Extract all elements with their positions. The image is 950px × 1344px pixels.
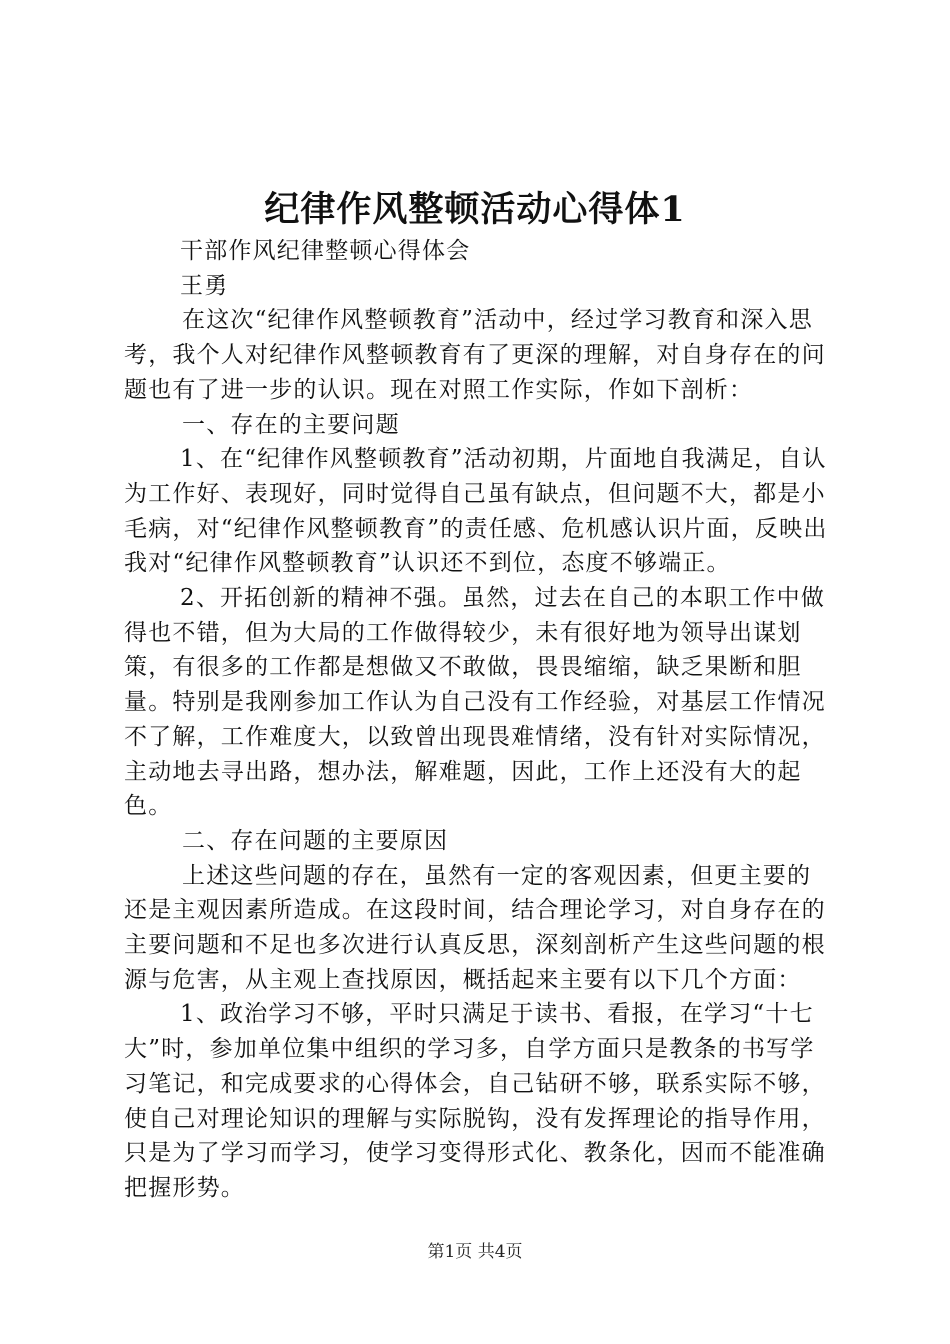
- section-heading-causes: 二、存在问题的主要原因: [182, 827, 449, 854]
- page-number-footer: 第1页 共4页: [427, 1242, 523, 1262]
- paragraph-causes-intro: 上述这些问题的存在，虽然有一定的客观因素，但更主要的还是主观因素所造成。在这段时间，结合理论学习，对自身存在的主要问题和不足也多次进行认真反思，深刻剖析产生这些问题的根源与危害，从主观上查找原因，概括起来主要有以下几个方面：: [124, 862, 826, 993]
- document-title: 纪律作风整顿活动心得体1: [264, 189, 686, 230]
- paragraph-intro: 在这次“纪律作风整顿教育”活动中，经过学习教育和深入思考，我个人对纪律作风整顿教育有了更深的理解，对自身存在的问题也有了进一步的认识。现在对照工作实际，作如下剖析：: [124, 307, 826, 403]
- document-body: [124, 234, 831, 1206]
- paragraph-problem-1: 1、在“纪律作风整顿教育”活动初期，片面地自我满足，自认为工作好、表现好，同时觉得自己虽有缺点，但问题不大，都是小毛病，对“纪律作风整顿教育”的责任感、危机感认识片面，反映出我对“纪律作风整顿教育”认识还不到位，态度不够端正。: [124, 446, 828, 577]
- paragraph-problem-2: 2、开拓创新的精神不强。虽然，过去在自己的本职工作中做得也不错，但为大局的工作做得较少，未有很好地为领导出谋划策，有很多的工作都是想做又不敢做，畏畏缩缩，缺乏果断和胆量。特别是我刚参加工作认为自己没有工作经验，对基层工作情况不了解，工作难度大，以致曾出现畏难情绪，没有针对实际情况，主动地去寻出路，想办法，解难题，因此，工作上还没有大的起色。: [124, 585, 826, 820]
- paragraph-cause-1: 1、政治学习不够，平时只满足于读书、看报，在学习“十七大”时，参加单位集中组织的学习多，自学方面只是教条的书写学习笔记，和完成要求的心得体会，自己钻研不够，联系实际不够，使自己对理论知识的理解与实际脱钩，没有发挥理论的指导作用，只是为了学习而学习，使学习变得形式化、教条化，因而不能准确把握形势。: [124, 1001, 826, 1201]
- section-heading-problems: 一、存在的主要问题: [182, 411, 400, 438]
- author-name: 王勇: [180, 272, 229, 299]
- document-subtitle: 干部作风纪律整顿心得体会: [180, 238, 471, 264]
